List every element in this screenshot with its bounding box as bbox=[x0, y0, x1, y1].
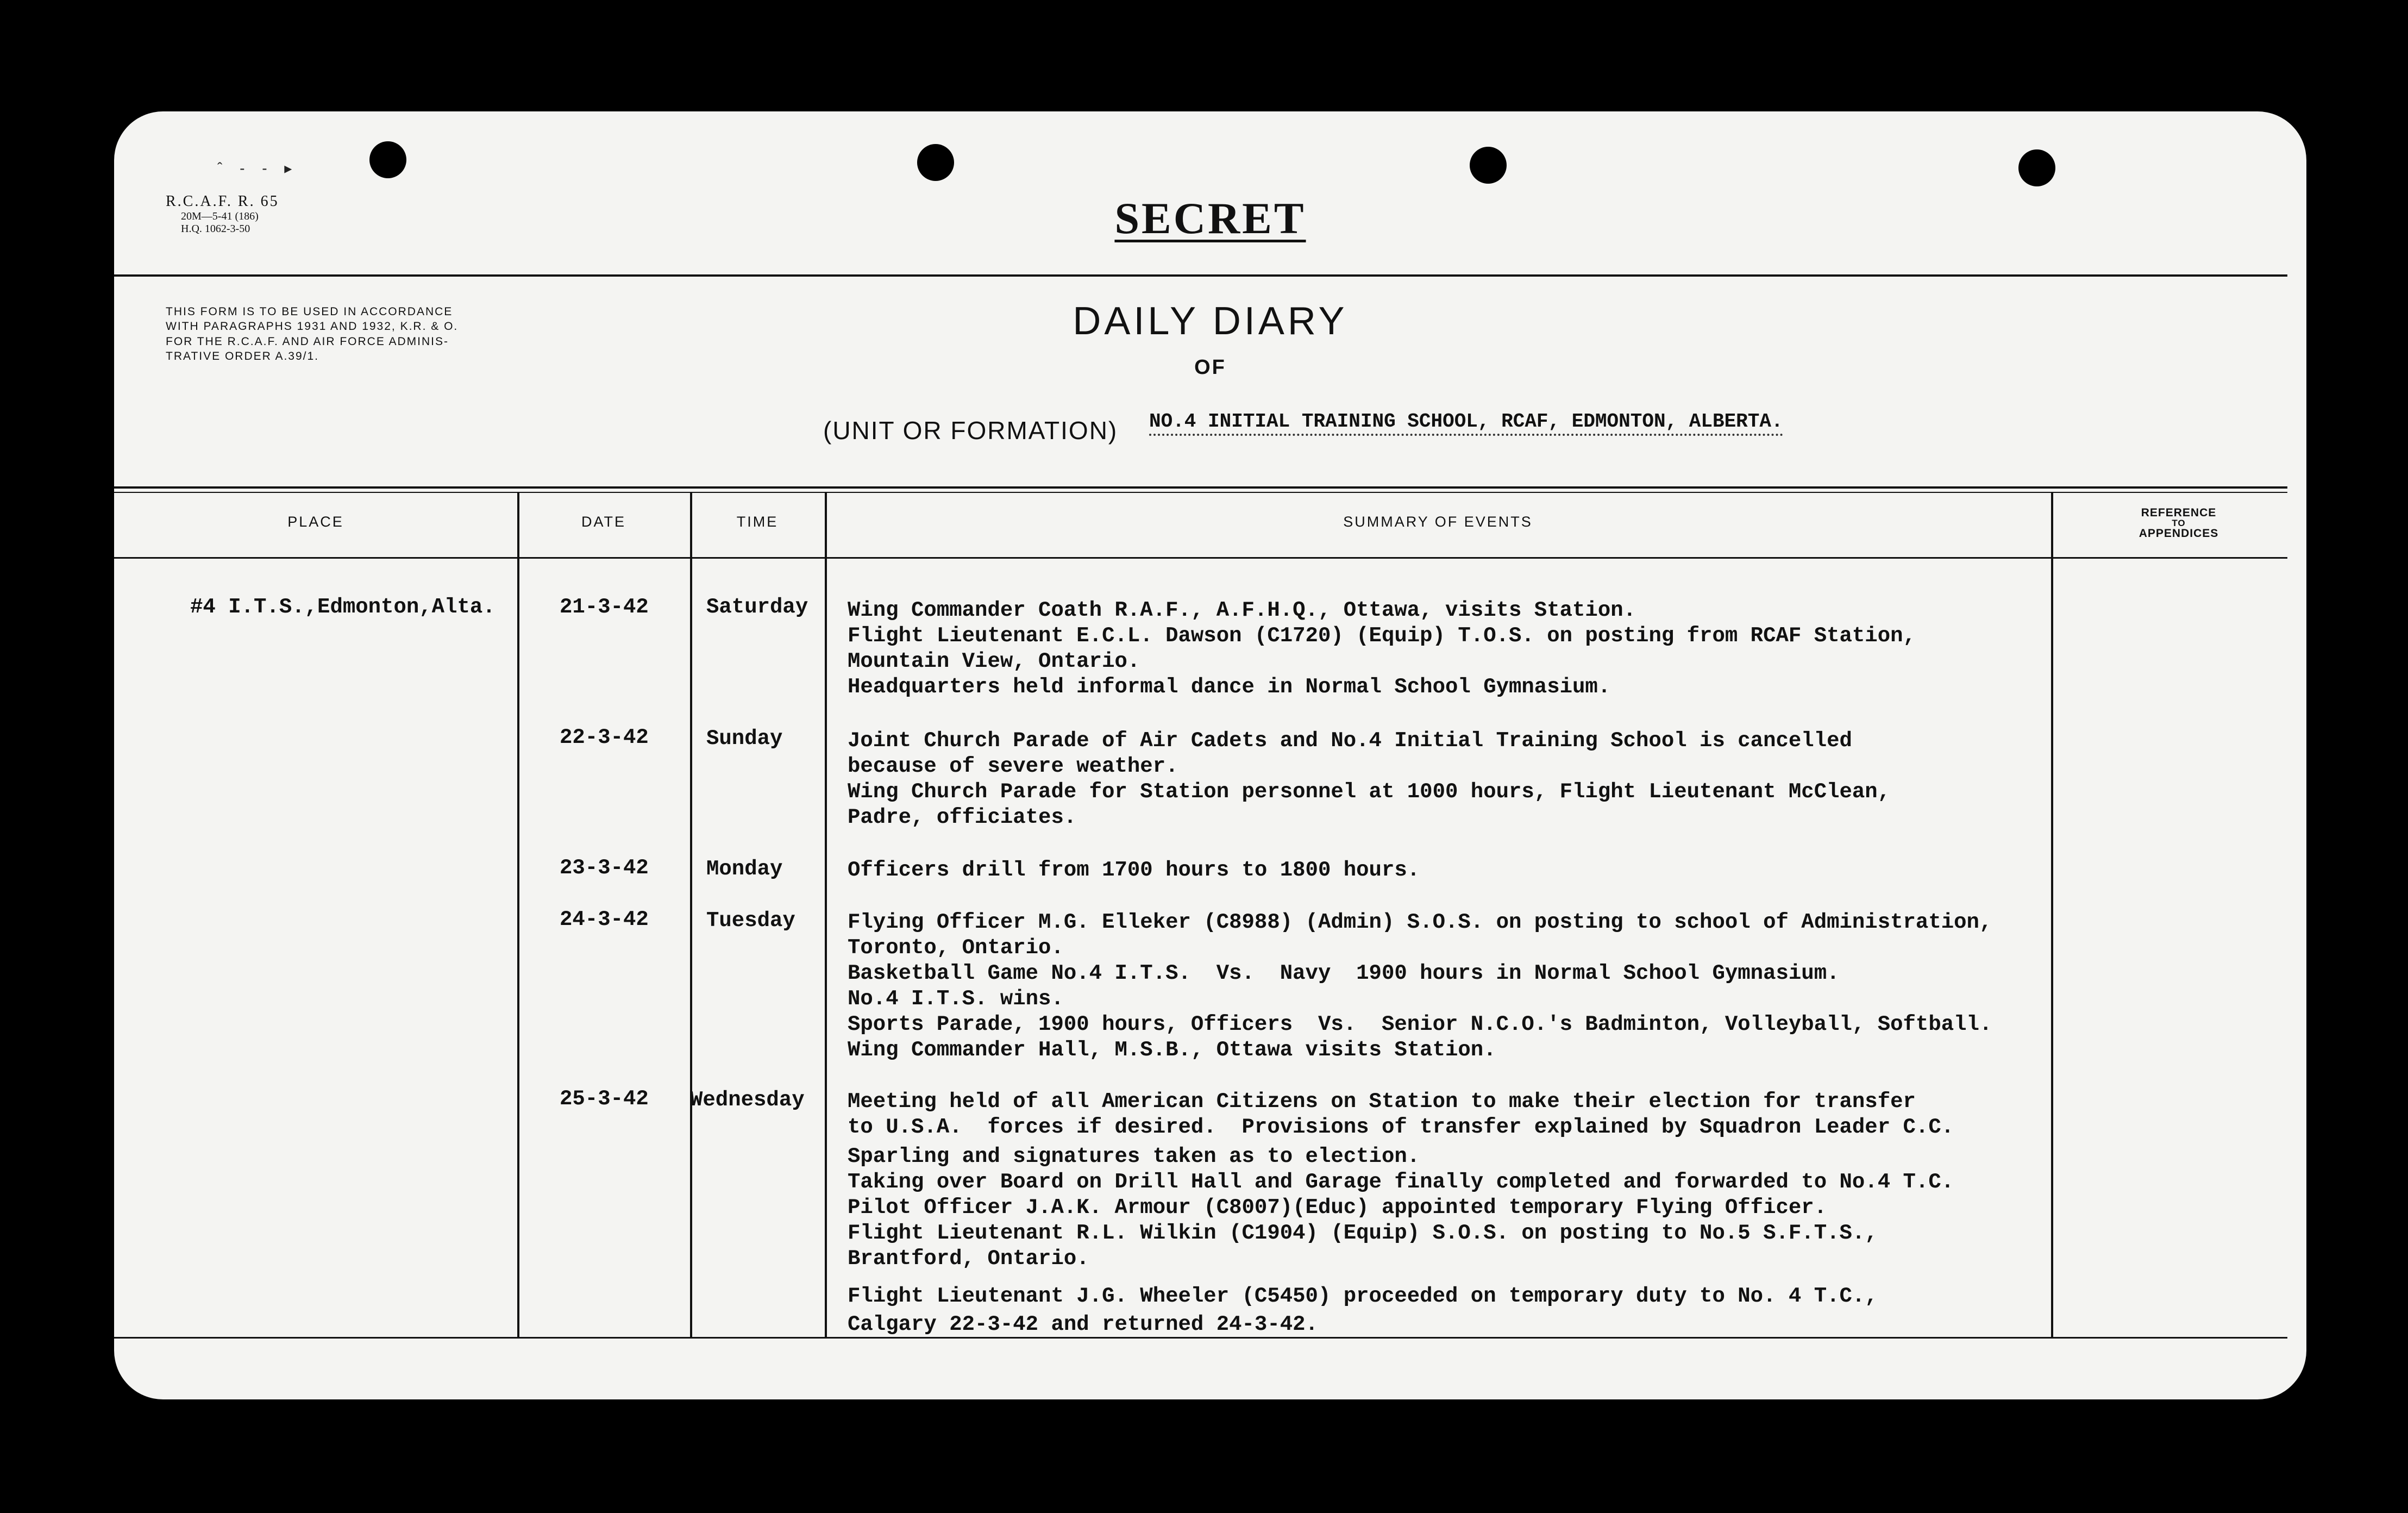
event-line: Mountain View, Ontario. bbox=[848, 649, 1140, 673]
event-line: Taking over Board on Drill Hall and Garage finally completed and forwarded to No.4 T.C. bbox=[848, 1170, 1954, 1194]
punch-hole-1 bbox=[369, 141, 406, 178]
entry-date: 23-3-42 bbox=[560, 856, 649, 880]
column-header-time: TIME bbox=[736, 514, 779, 530]
column-divider-place bbox=[517, 492, 519, 1337]
event-line: Calgary 22-3-42 and returned 24-3-42. bbox=[848, 1312, 1318, 1336]
reference-header-line: TO bbox=[2172, 518, 2186, 528]
event-line: Flying Officer M.G. Elleker (C8988) (Admin) S.O.S. on posting to school of Administration, bbox=[848, 910, 1992, 934]
event-line: Brantford, Ontario. bbox=[848, 1247, 1089, 1271]
instruction-line: WITH PARAGRAPHS 1931 AND 1932, K.R. & O. bbox=[166, 320, 459, 333]
punch-hole-3 bbox=[1470, 147, 1507, 184]
table-top-rule-2 bbox=[114, 492, 2287, 493]
instruction-line: TRATIVE ORDER A.39/1. bbox=[166, 349, 319, 362]
event-line: Flight Lieutenant E.C.L. Dawson (C1720) (Equip) T.O.S. on posting from RCAF Station, bbox=[848, 624, 1916, 648]
entry-day: Tuesday bbox=[706, 909, 795, 933]
entry-day: Monday bbox=[706, 857, 783, 881]
form-print-code: 20M—5-41 (186) bbox=[181, 210, 259, 223]
page-title-of: OF bbox=[1194, 356, 1226, 379]
punch-hole-2 bbox=[917, 144, 954, 181]
event-line: because of severe weather. bbox=[848, 754, 1178, 778]
event-line: Sparling and signatures taken as to election. bbox=[848, 1145, 1420, 1168]
entry-date: 21-3-42 bbox=[560, 595, 649, 619]
event-line: Toronto, Ontario. bbox=[848, 936, 1064, 960]
form-hq-code: H.Q. 1062-3-50 bbox=[181, 223, 250, 235]
event-line: Flight Lieutenant R.L. Wilkin (C1904) (Equip) S.O.S. on posting to No.5 S.F.T.S., bbox=[848, 1221, 1878, 1245]
column-header-reference bbox=[2051, 507, 2306, 539]
form-number: R.C.A.F. R. 65 bbox=[166, 193, 279, 210]
event-line: Meeting held of all American Citizens on Station to make their election for transfer bbox=[848, 1090, 1916, 1114]
reference-header-line: APPENDICES bbox=[2139, 527, 2219, 540]
event-line: No.4 I.T.S. wins. bbox=[848, 987, 1064, 1011]
page-title: DAILY DIARY bbox=[1073, 299, 1348, 343]
table-top-rule bbox=[114, 486, 2287, 489]
entry-day: Wednesday bbox=[690, 1088, 805, 1112]
column-header-place: PLACE bbox=[287, 514, 344, 530]
instruction-line: THIS FORM IS TO BE USED IN ACCORDANCE bbox=[166, 305, 453, 318]
event-line: Pilot Officer J.A.K. Armour (C8007)(Educ) appointed temporary Flying Officer. bbox=[848, 1196, 1827, 1220]
entry-day: Saturday bbox=[706, 595, 808, 619]
unit-value: NO.4 INITIAL TRAINING SCHOOL, RCAF, EDMONTON, ALBERTA. bbox=[1149, 410, 1783, 436]
event-line: Officers drill from 1700 hours to 1800 hours. bbox=[848, 858, 1420, 882]
reference-header-line: REFERENCE bbox=[2141, 507, 2217, 519]
event-line: Wing Church Parade for Station personnel at 1000 hours, Flight Lieutenant McClean, bbox=[848, 780, 1891, 804]
event-line: Wing Commander Hall, M.S.B., Ottawa visits Station. bbox=[848, 1038, 1496, 1062]
entry-date: 22-3-42 bbox=[560, 726, 649, 749]
event-line: Joint Church Parade of Air Cadets and No.4 Initial Training School is cancelled bbox=[848, 729, 1852, 753]
instruction-line: FOR THE R.C.A.F. AND AIR FORCE ADMINIS- bbox=[166, 335, 449, 348]
event-line: Flight Lieutenant J.G. Wheeler (C5450) proceeded on temporary duty to No. 4 T.C., bbox=[848, 1284, 1878, 1308]
event-line: Wing Commander Coath R.A.F., A.F.H.Q., Ottawa, visits Station. bbox=[848, 598, 1636, 622]
event-line: to U.S.A. forces if desired. Provisions of transfer explained by Squadron Leader C.C. bbox=[848, 1115, 1954, 1139]
punch-hole-4 bbox=[2018, 149, 2055, 186]
event-line: Padre, officiates. bbox=[848, 805, 1077, 829]
event-line: Sports Parade, 1900 hours, Officers Vs. Senior N.C.O.'s Badminton, Volleyball, Softball. bbox=[848, 1012, 1992, 1036]
classification-heading bbox=[114, 193, 2306, 244]
entry-date: 25-3-42 bbox=[560, 1087, 649, 1111]
registration-marks: ˆ - - ▸ bbox=[217, 160, 299, 177]
column-header-date: DATE bbox=[581, 514, 626, 530]
column-divider-date bbox=[690, 492, 692, 1337]
event-line: Headquarters held informal dance in Normal School Gymnasium. bbox=[848, 675, 1611, 699]
table-bottom-rule bbox=[114, 1337, 2287, 1339]
event-line: Basketball Game No.4 I.T.S. Vs. Navy 1900 hours in Normal School Gymnasium. bbox=[848, 961, 1840, 985]
diary-form-card bbox=[114, 111, 2306, 1399]
place-cell: #4 I.T.S.,Edmonton,Alta. bbox=[190, 595, 496, 619]
column-divider-summary bbox=[2051, 492, 2053, 1337]
column-header-summary: SUMMARY OF EVENTS bbox=[1343, 514, 1533, 530]
entry-date: 24-3-42 bbox=[560, 908, 649, 931]
unit-label: (UNIT OR FORMATION) bbox=[823, 416, 1118, 445]
header-divider bbox=[114, 274, 2287, 277]
column-header-rule bbox=[114, 557, 2287, 559]
classification-text: SECRET bbox=[1114, 193, 1306, 243]
column-divider-time bbox=[825, 492, 827, 1337]
entry-day: Sunday bbox=[706, 727, 783, 751]
